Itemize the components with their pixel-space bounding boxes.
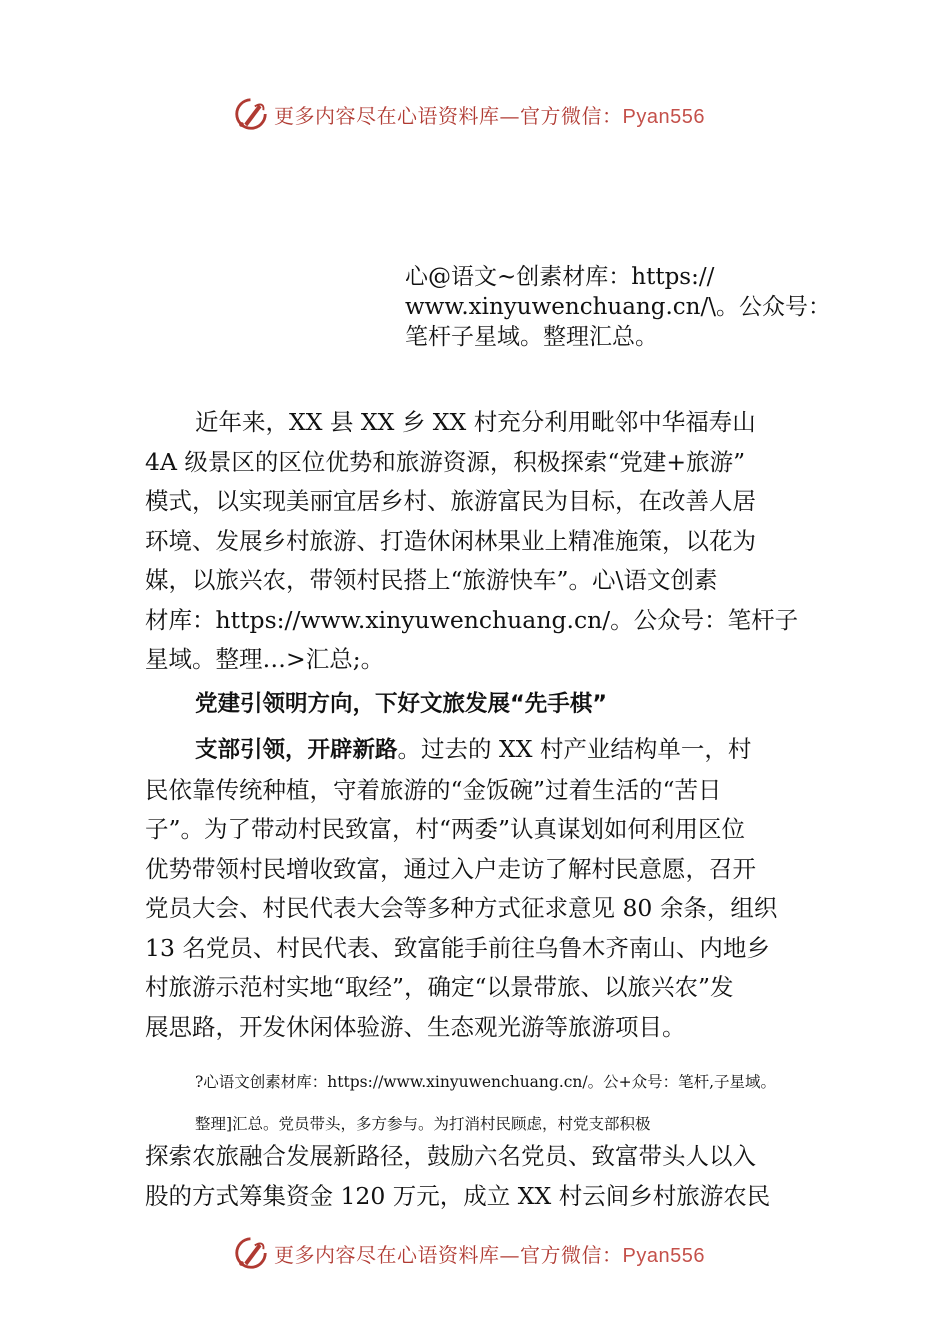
footer-banner	[232, 1233, 732, 1273]
section-heading: 党建引领明方向，下好文旅发展“先手棋”	[195, 691, 608, 717]
wechat-handle: Pyan556	[622, 1244, 705, 1267]
source-note	[405, 262, 831, 352]
small-note-line: 整理]汇总。党员带头，多方参与。为打消村民顾虑，村党支部积极	[195, 1115, 651, 1133]
text-line: 模式，以实现美丽宜居乡村、旅游富民为目标，在改善人居	[145, 487, 756, 515]
text-line: 4A 级景区的区位优势和旅游资源，积极探索“党建+旅游”	[145, 447, 746, 476]
text-line: 展思路，开发休闲体验游、生态观光游等旅游项目。	[145, 1012, 686, 1041]
banner-text: 更多内容尽在心语资料库—官方微信：Pyan556	[274, 103, 705, 128]
paragraph-lead: 支部引领，开辟新路	[195, 737, 398, 763]
header-banner	[232, 94, 732, 134]
text-line: 支部引领，开辟新路。过去的 XX 村产业结构单一，村	[195, 735, 752, 763]
note-line: 笔杆子星域。整理汇总。	[405, 324, 658, 350]
text-line: 媒，以旅兴农，带领村民搭上“旅游快车”。心\语文创素	[145, 566, 718, 594]
wechat-handle: Pyan556	[622, 105, 705, 128]
note-line: 心@语文~创素材库：https://	[405, 264, 715, 290]
intro-paragraph	[145, 403, 815, 680]
note-line: www.xinyuwenchuang.cn/\。公众号：	[405, 294, 831, 320]
pen-nib-logo-icon	[232, 95, 270, 133]
text-line: 优势带领村民增收致富，通过入户走访了解村民意愿，召开	[145, 854, 756, 883]
continuation-paragraph	[145, 1137, 815, 1216]
text-line: 子”。为了带动村民致富，村“两委”认真谋划如何利用区位	[145, 815, 746, 843]
text-line: 材库：https://www.xinyuwenchuang.cn/。公众号：笔杆子	[145, 605, 799, 634]
text-line: 星域。整理…>汇总;。	[145, 645, 385, 673]
text-line: 探索农旅融合发展新路径，鼓励六名党员、致富带头人以入	[145, 1142, 756, 1170]
banner-text: 更多内容尽在心语资料库—官方微信：Pyan556	[274, 1242, 705, 1267]
text-line: 村旅游示范村实地“取经”，确定“以景带旅、以旅兴农”发	[145, 973, 734, 1001]
text-line: 党员大会、村民代表大会等多种方式征求意见 80 余条，组织	[145, 894, 778, 922]
small-note-line: ?心语文创素材库：https://www.xinyuwenchuang.cn/。公+众号：笔杆,子星域。	[195, 1073, 777, 1091]
pen-nib-logo-icon	[232, 1234, 270, 1272]
text-line: 民依靠传统种植，守着旅游的“金饭碗”过着生活的“苦日	[145, 775, 722, 804]
text-line: 近年来，XX 县 XX 乡 XX 村充分利用毗邻中华福寿山	[195, 408, 756, 436]
text-line: 13 名党员、村民代表、致富能手前往乌鲁木齐南山、内地乡	[145, 933, 770, 962]
text-line: 股的方式筹集资金 120 万元，成立 XX 村云间乡村旅游农民	[145, 1181, 771, 1210]
branch-paragraph	[145, 730, 815, 1047]
text-line: 环境、发展乡村旅游、打造休闲林果业上精准施策，以花为	[145, 526, 756, 555]
